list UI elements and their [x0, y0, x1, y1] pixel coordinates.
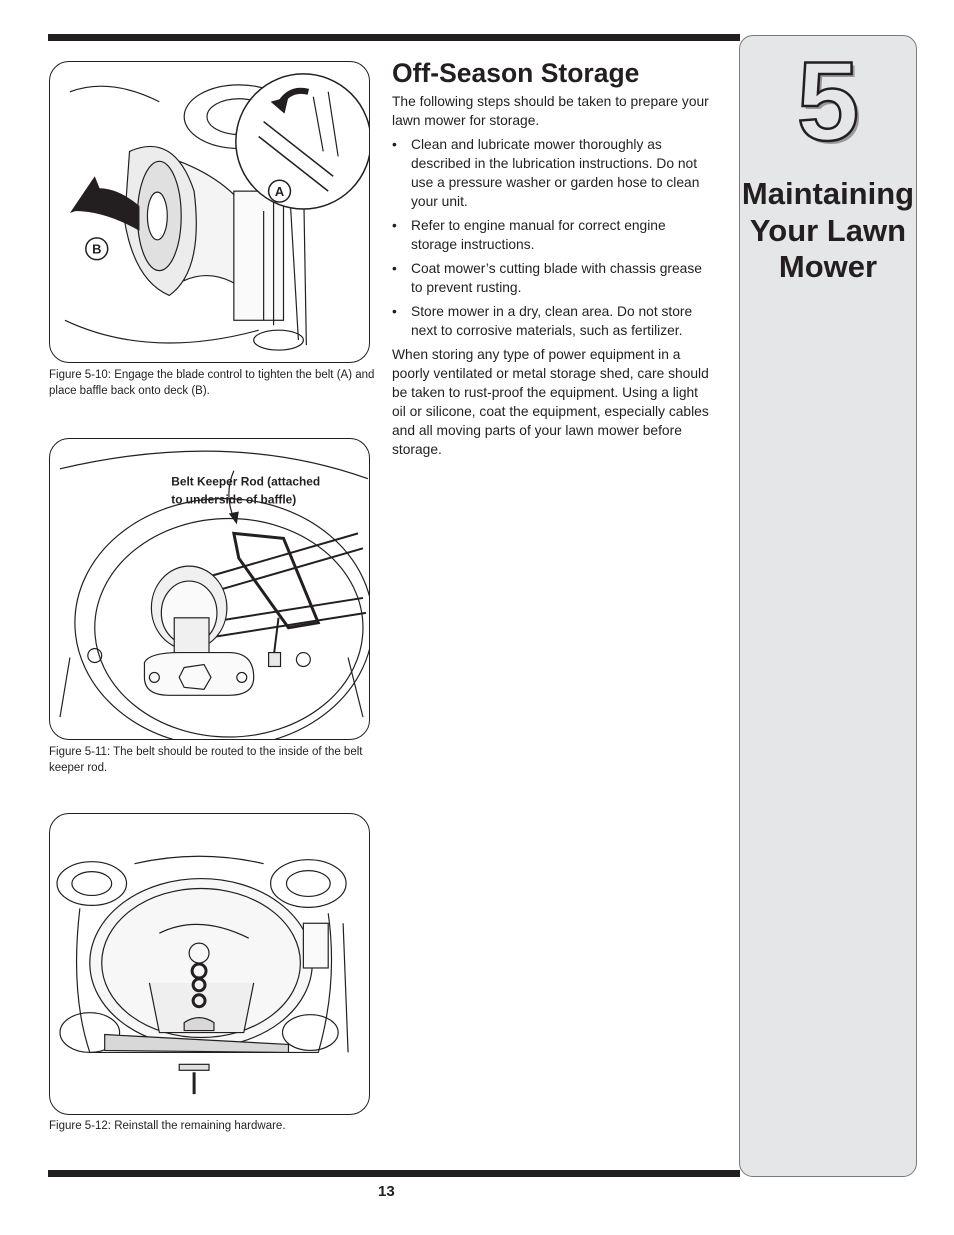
callout-a: A: [274, 184, 285, 200]
storage-steps-list: [392, 135, 712, 340]
chapter-title-line: Mower: [778, 249, 878, 285]
bullet-icon: •: [392, 218, 397, 233]
closing-paragraph: When storing any type of power equipment in a poorly ventilated or metal storage shed, care should be taken to rust-proof the equipment. Using a light oil or silicone, coat the equipment, especially cables and all moving parts of your lawn mower before storage.: [392, 347, 709, 457]
chapter-tab: [739, 35, 917, 1177]
figure-5-12: [49, 813, 370, 1115]
list-item: [392, 216, 712, 254]
list-item: [392, 259, 712, 297]
list-item-text: Store mower in a dry, clean area. Do not store next to corrosive materials, such as fertilizer.: [411, 304, 693, 338]
top-rule: [48, 34, 740, 41]
figure-5-11-caption: Figure 5-11: The belt should be routed to the inside of the belt keeper rod.: [49, 746, 363, 774]
intro-paragraph: The following steps should be taken to prepare your lawn mower for storage.: [392, 94, 709, 128]
callout-belt-keeper-line-2: to underside of baffle): [171, 492, 297, 507]
chapter-title-line: Your Lawn: [749, 212, 907, 248]
page-number: 13: [378, 1183, 395, 1200]
figure-5-11: [49, 438, 370, 740]
bullet-icon: •: [392, 261, 397, 276]
figure-5-11-illustration: [50, 439, 369, 739]
figure-5-12-caption: Figure 5-12: Reinstall the remaining hardware.: [49, 1120, 286, 1132]
list-item-text: Coat mower’s cutting blade with chassis grease to prevent rusting.: [411, 261, 702, 295]
section-heading: Off-Season Storage: [392, 58, 640, 88]
figure-5-10: [49, 61, 370, 363]
figure-5-12-illustration: [50, 814, 369, 1114]
figure-5-10-illustration: [50, 62, 369, 362]
bullet-icon: •: [392, 137, 397, 152]
bottom-rule: [48, 1170, 740, 1177]
chapter-number: 5: [796, 39, 860, 164]
figure-5-10-caption: Figure 5-10: Engage the blade control to tighten the belt (A) and place baffle back onto deck (B).: [49, 369, 375, 397]
bullet-icon: •: [392, 304, 397, 319]
chapter-title: [740, 176, 916, 286]
callout-b: B: [92, 241, 102, 257]
list-item-text: Refer to engine manual for correct engine storage instructions.: [411, 218, 666, 252]
list-item: [392, 135, 712, 211]
list-item-text: Clean and lubricate mower thoroughly as described in the lubrication instructions. Do not use a pressure washer or garden hose to clean your unit.: [411, 137, 700, 209]
list-item: [392, 302, 712, 340]
chapter-title-line: Maintaining: [741, 176, 915, 211]
callout-belt-keeper-line-1: Belt Keeper Rod (attached: [171, 474, 321, 489]
section-body: [392, 92, 712, 464]
